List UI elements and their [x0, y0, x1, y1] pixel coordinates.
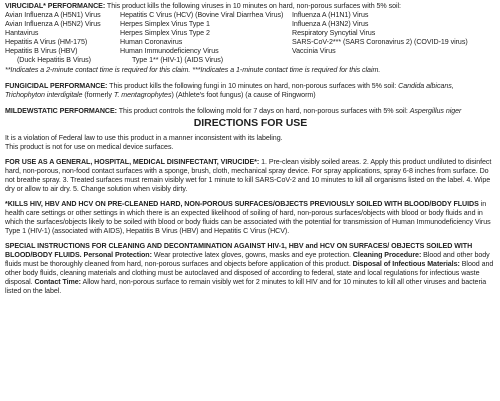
- special-lead: SPECIAL INSTRUCTIONS FOR CLEANING AND DECONTAMINATION AGAINST HIV-1, HBV and HCV ON SURFACES/ OBJECTS SOILED WITH BLOOD/BODY FLUIDS. Personal Protection:: [5, 242, 473, 259]
- mildewstatic-text: This product controls the following mold for 7 days on hard, non-porous surfaces with 5% soil:: [116, 107, 410, 115]
- virus-item: Avian Influenza A (H5N2) Virus: [5, 20, 101, 28]
- virus-list: [5, 11, 496, 65]
- mildewstatic-lead: MILDEWSTATIC PERFORMANCE:: [5, 107, 117, 115]
- virus-item: Avian Influenza A (H5N1) Virus: [5, 11, 101, 19]
- virucidal-text: This product kills the following viruses in 10 minutes on hard, non-porous surfaces with 5% soil:: [105, 2, 401, 10]
- virus-column-3: [292, 11, 497, 65]
- virucidal-section: [5, 2, 496, 11]
- virus-item: Respiratory Syncytial Virus: [292, 29, 376, 37]
- directions-line: It is a violation of Federal law to use this product in a manner inconsistent with its labeling.: [5, 134, 283, 142]
- virus-column-1: [5, 11, 120, 65]
- ppe-text: Wear protective latex gloves, gowns, masks and eye protection.: [151, 251, 353, 259]
- hiv-hbv-section: [5, 200, 496, 236]
- virus-item: Hepatitis B Virus (HBV): [5, 47, 78, 55]
- directions-heading: DIRECTIONS FOR USE: [193, 117, 308, 129]
- cleaning-text: Blood and other body fluids must be thoroughly cleaned from hard, non-porous surfaces and objects before application of this product.: [5, 251, 490, 268]
- hiv-hbv-lead: *KILLS HIV, HBV AND HCV ON PRE-CLEANED HARD, NON-POROUS SURFACES/OBJECTS PREVIOUSLY SOILED WITH BLOOD/BODY FLUIDS: [5, 200, 479, 208]
- contact-time-text: Allow hard, non-porous surface to remain visibly wet for 2 minutes to kill HIV and for 10 minutes to kill all other viruses and bacteria listed on the label.: [5, 278, 487, 295]
- special-instructions-section: [5, 242, 496, 296]
- fungus-name: Trichophyton interdigitale: [5, 91, 83, 99]
- virus-item: SARS-CoV-2*** (SARS Coronavirus 2) (COVID-19 virus): [292, 38, 468, 46]
- fungus-name: T. mentagrophytes: [113, 91, 172, 99]
- virus-item: Influenza A (H1N1) Virus: [292, 11, 369, 19]
- virus-item: Hepatitis C Virus (HCV) (Bovine Viral Diarrhea Virus): [120, 11, 284, 19]
- virus-item: Human Immunodeficiency Virus: [120, 47, 219, 55]
- virus-item: Influenza A (H3N2) Virus: [292, 20, 369, 28]
- general-use-text: 1. Pre-clean visibly soiled areas. 2. Apply this product undiluted to disinfect hard, non-porous, non-food contact surfaces with a sponge, brush, cloth, mechanical spray device. For spray applications, spray 6-8 inches from surface. Do not breathe spray. 3. Treated surfaces must remain visibly wet for 1 minute to kill SARS-CoV-2 and 10 minutes to kill all organisms listed on the label. 4. Wipe dry or allow to air dry. 5. Change solution when visibly dirty.: [5, 158, 492, 193]
- virus-item: Type 1** (HIV-1) (AIDS Virus): [132, 56, 224, 64]
- disposal-lead: Disposal of Infectious Materials:: [352, 260, 460, 268]
- fungicidal-text: ) (Athlete's foot fungus) (a cause of Ringworm): [171, 91, 316, 99]
- disposal-text: Blood and other body fluids, cleaning materials and clothing must be autoclaved and disposed of according to federal, state and local regulations for infectious waste disposal.: [5, 260, 494, 286]
- general-use-lead: FOR USE AS A GENERAL, HOSPITAL, MEDICAL DISINFECTANT, VIRUCIDE*:: [5, 158, 260, 166]
- virus-item: Herpes Simplex Virus Type 1: [120, 20, 210, 28]
- general-use-section: [5, 158, 496, 194]
- contact-time-footnote: **Indicates a 2-minute contact time is required for this claim. ***Indicates a 1-minute contact time is required for this claim.: [5, 66, 381, 74]
- cleaning-lead: Cleaning Procedure:: [352, 251, 422, 259]
- virucidal-lead: VIRUCIDAL* PERFORMANCE:: [5, 2, 106, 10]
- fungicidal-section: [5, 82, 496, 100]
- virus-item: Herpes Simplex Virus Type 2: [120, 29, 210, 37]
- virus-item: Hantavirus: [5, 29, 39, 37]
- virus-column-2: [120, 11, 292, 65]
- virus-item: (Duck Hepatitis B Virus): [17, 56, 91, 64]
- hiv-hbv-text: in health care settings or other settings in which there is an expected likelihood of soiling of hard, non-porous surfaces/objects with blood or body fluids and in which the surfaces/objects likely to be soiled with blood or body fluids can be associated with the potential for transmission of Human Immunodeficiency Virus Type 1 (HIV-1) (associated with AIDS), Hepatitis B Virus (HBV) and Hepatitis C Virus (HCV).: [5, 200, 491, 235]
- virus-item: Hepatitis A Virus (HM-175): [5, 38, 88, 46]
- fungicidal-text: (formerly: [82, 91, 114, 99]
- fungus-name: Candida albicans,: [398, 82, 454, 90]
- mildewstatic-section: [5, 107, 496, 116]
- directions-line: This product is not for use on medical device surfaces.: [5, 143, 174, 151]
- virus-item: Vaccinia Virus: [292, 47, 336, 55]
- fungicidal-lead: FUNGICIDAL PERFORMANCE:: [5, 82, 108, 90]
- mold-name: Aspergillus niger: [409, 107, 462, 115]
- contact-time-lead: Contact Time:: [34, 278, 81, 286]
- fungicidal-text: This product kills the following fungi in 10 minutes on hard, non-porous surfaces with 5% soil:: [107, 82, 399, 90]
- virus-item: Human Coronavirus: [120, 38, 183, 46]
